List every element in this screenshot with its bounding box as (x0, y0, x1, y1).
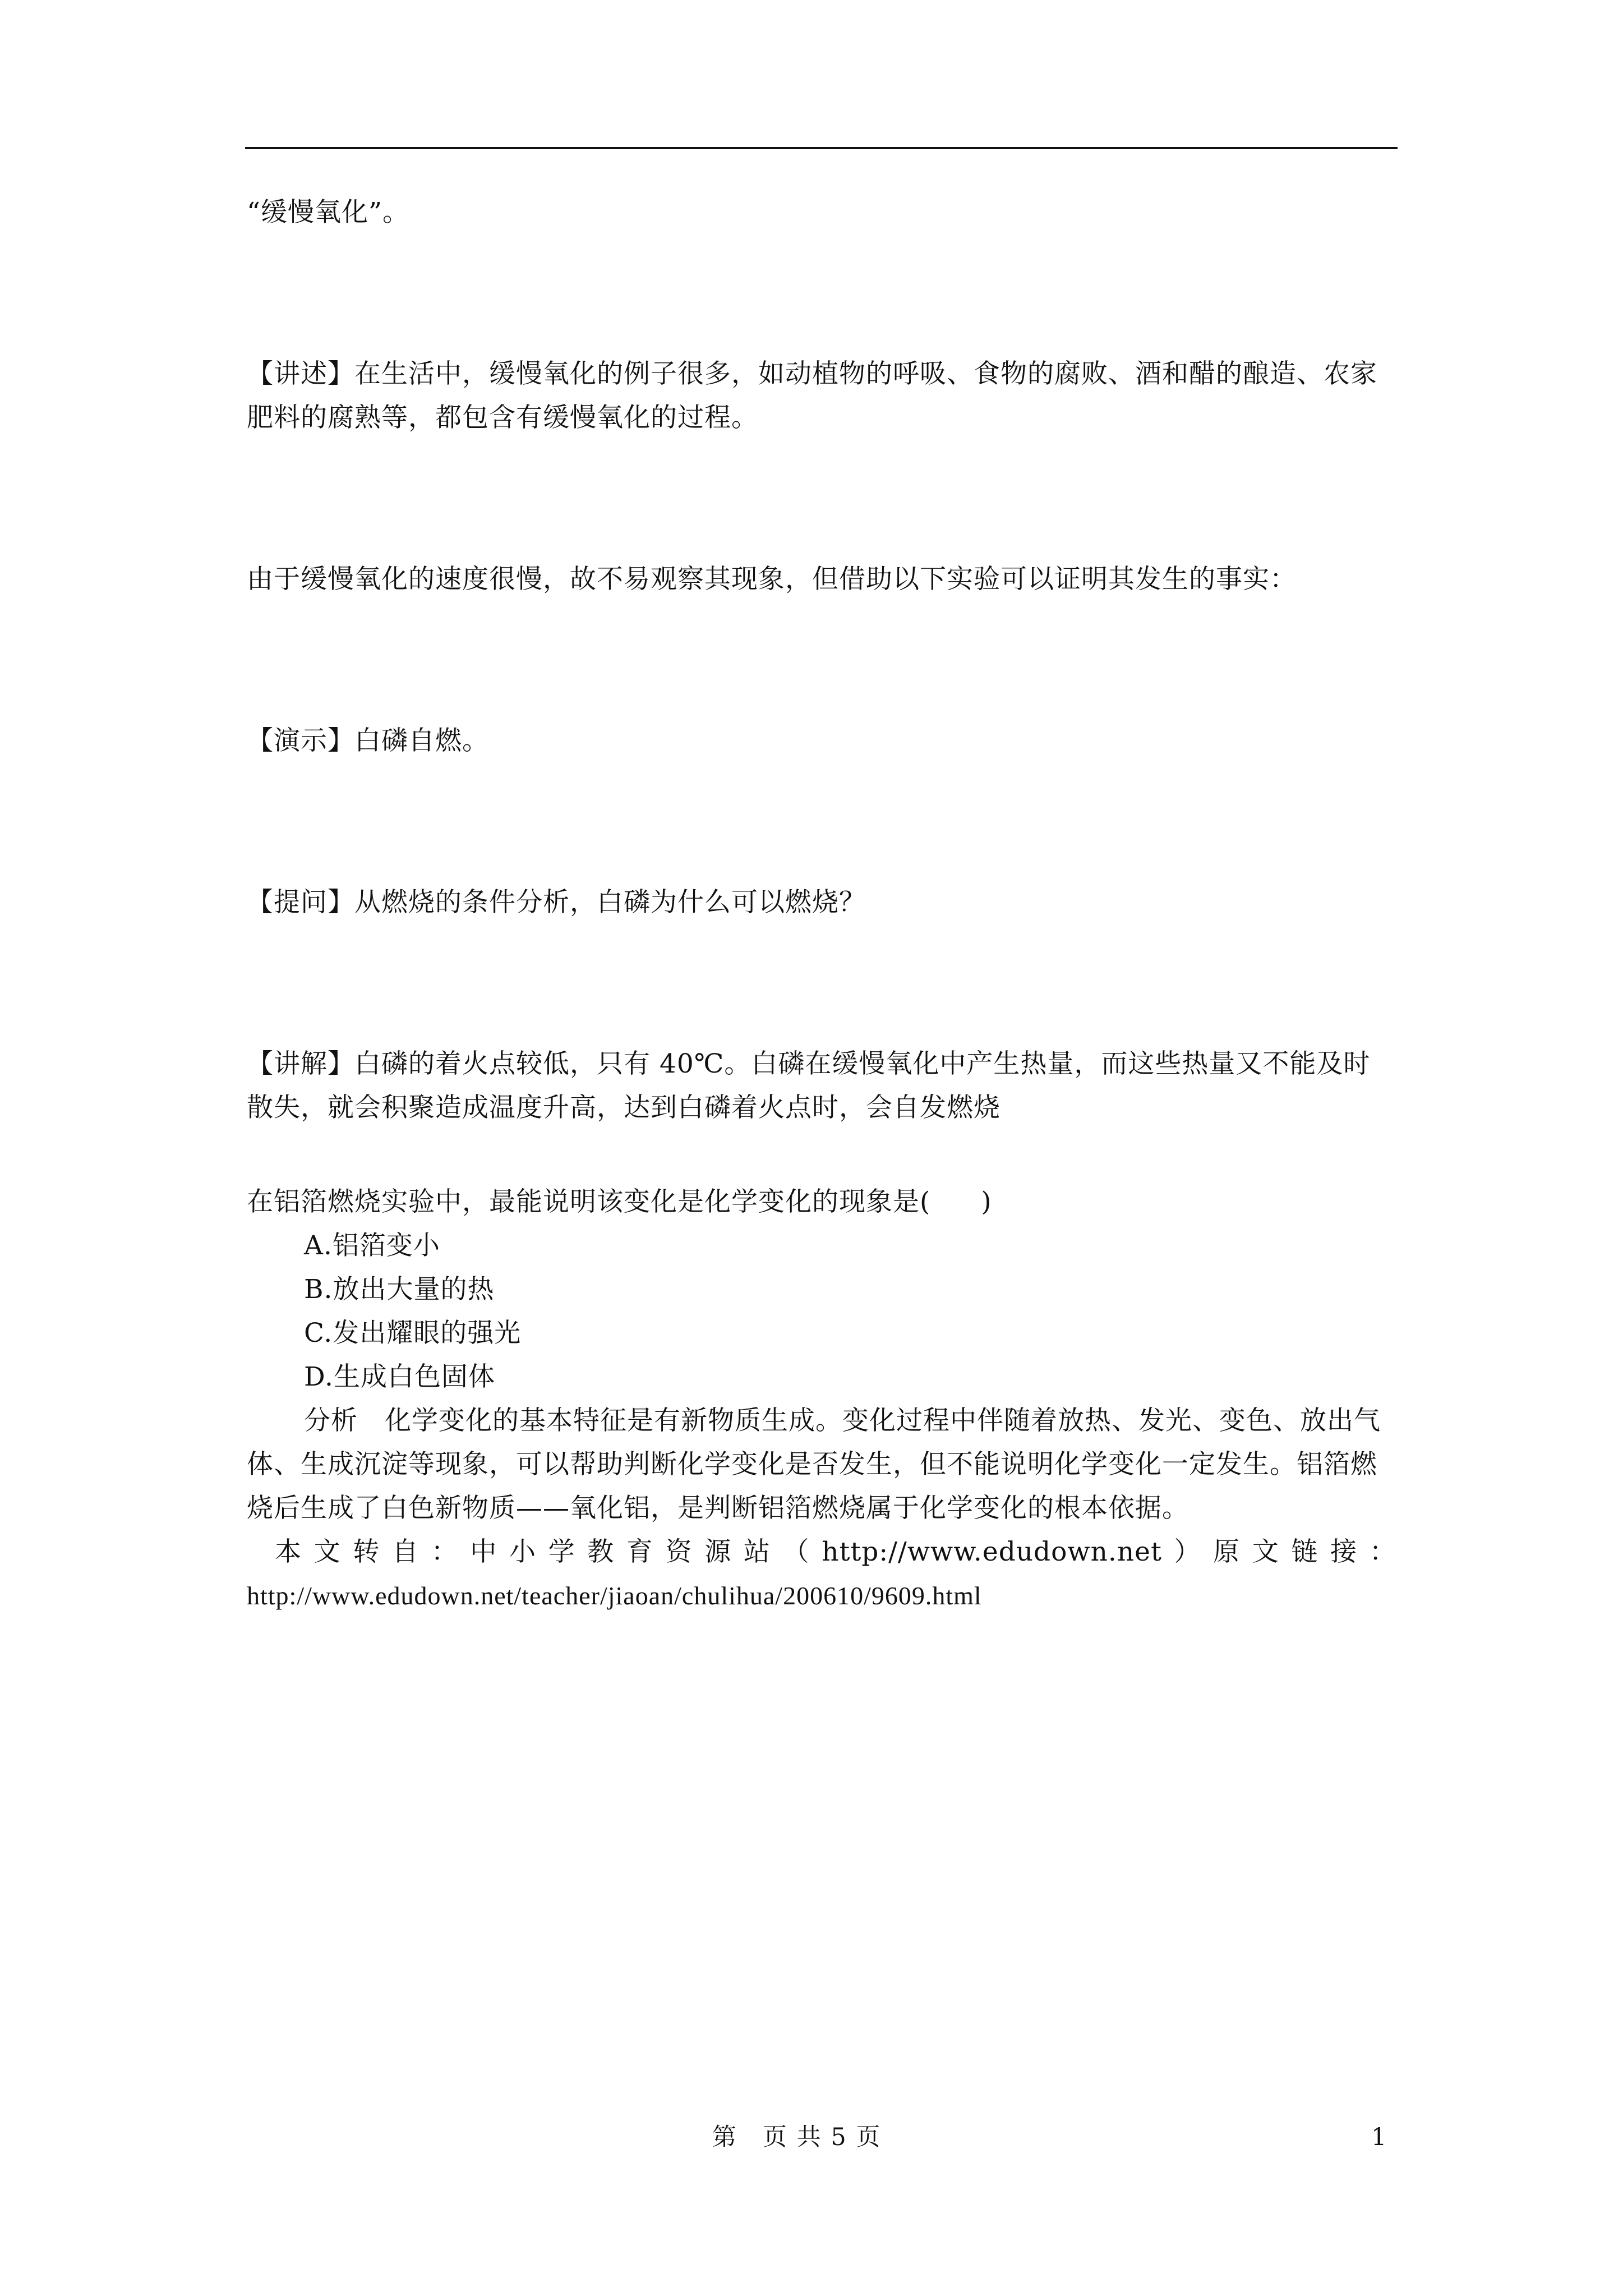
source-part: ： (431, 1536, 458, 1567)
spacer (247, 440, 1396, 558)
source-part: 转 (353, 1536, 380, 1567)
paragraph-demonstration (247, 719, 1396, 763)
narration-text: 在生活中，缓慢氧化的例子很多，如动植物的呼吸、食物的腐败、酒和醋的酿造、农家肥料的腐熟等，都包含有缓慢氧化的过程。 (247, 358, 1377, 433)
paragraph-slow-oxidation: “缓慢氧化”。 (247, 197, 410, 228)
question-stem: 在铝箔燃烧实验中，最能说明该变化是化学变化的现象是( (247, 1186, 931, 1217)
multiple-choice-question (247, 1180, 1396, 1224)
source-url-link[interactable]: http://www.edudown.net/teacher/jiaoan/chulihua/200610/9609.html (247, 1581, 982, 1610)
source-part: 育 (626, 1536, 653, 1567)
explanation-tag: 【讲解】 (247, 1048, 354, 1079)
spacer (247, 234, 1396, 352)
paragraph-explanation (247, 1042, 1396, 1130)
document-body (247, 191, 1396, 1618)
source-part: 本 (275, 1536, 302, 1567)
spacer (247, 763, 1396, 881)
narration-tag: 【讲述】 (247, 358, 354, 389)
source-part: （ (782, 1536, 810, 1567)
option-c: C.发出耀眼的强光 (304, 1318, 522, 1349)
option-b: B.放出大量的热 (304, 1274, 495, 1305)
source-part: 学 (548, 1536, 575, 1567)
paragraph-question-prompt (247, 881, 1396, 924)
demonstration-tag: 【演示】 (247, 725, 354, 756)
source-part: 源 (704, 1536, 732, 1567)
question-text: 从燃烧的条件分析，白磷为什么可以燃烧？ (354, 887, 866, 918)
source-part: 文 (1252, 1536, 1279, 1567)
source-line (247, 1530, 1396, 1574)
paragraph-narration (247, 352, 1396, 440)
source-part: 接 (1330, 1536, 1358, 1567)
question-close-paren: ) (981, 1186, 992, 1217)
page-number: 1 (1371, 2123, 1387, 2151)
source-part: 链 (1291, 1536, 1318, 1567)
source-part: ： (1369, 1536, 1396, 1567)
source-part: ） (1174, 1536, 1201, 1567)
option-d: D.生成白色固体 (304, 1361, 495, 1392)
spacer (247, 601, 1396, 719)
source-part: 原 (1213, 1536, 1241, 1567)
source-site-link[interactable]: http://www.edudown.net (822, 1536, 1162, 1567)
option-a: A.铝箔变小 (304, 1230, 440, 1261)
spacer (247, 924, 1396, 1042)
analysis-paragraph: 分析 化学变化的基本特征是有新物质生成。变化过程中伴随着放热、发光、变色、放出气体、生成沉淀等现象，可以帮助判断化学变化是否发生，但不能说明化学变化一定发生。铝箔燃烧后生成了白色新物质——氧化铝，是判断铝箔燃烧属于化学变化的根本依据。 (247, 1405, 1381, 1524)
page-footer: 第 页 共 5 页 (712, 2123, 882, 2151)
paragraph-experiment-intro: 由于缓慢氧化的速度很慢，故不易观察其现象，但借助以下实验可以证明其发生的事实： (247, 564, 1297, 595)
source-part: 自 (391, 1536, 419, 1567)
question-tag: 【提问】 (247, 887, 354, 918)
source-part: 教 (587, 1536, 615, 1567)
source-part: 小 (509, 1536, 536, 1567)
source-part: 资 (665, 1536, 693, 1567)
source-part: 中 (470, 1536, 497, 1567)
source-part: 文 (313, 1536, 341, 1567)
demonstration-text: 白磷自燃。 (354, 725, 489, 756)
source-part: 站 (743, 1536, 771, 1567)
explanation-text: 白磷的着火点较低，只有 40℃。白磷在缓慢氧化中产生热量，而这些热量又不能及时散失，就会积聚造成温度升高，达到白磷着火点时，会自发燃烧 (247, 1048, 1371, 1123)
header-rule (245, 147, 1398, 149)
spacer (247, 1130, 1396, 1180)
